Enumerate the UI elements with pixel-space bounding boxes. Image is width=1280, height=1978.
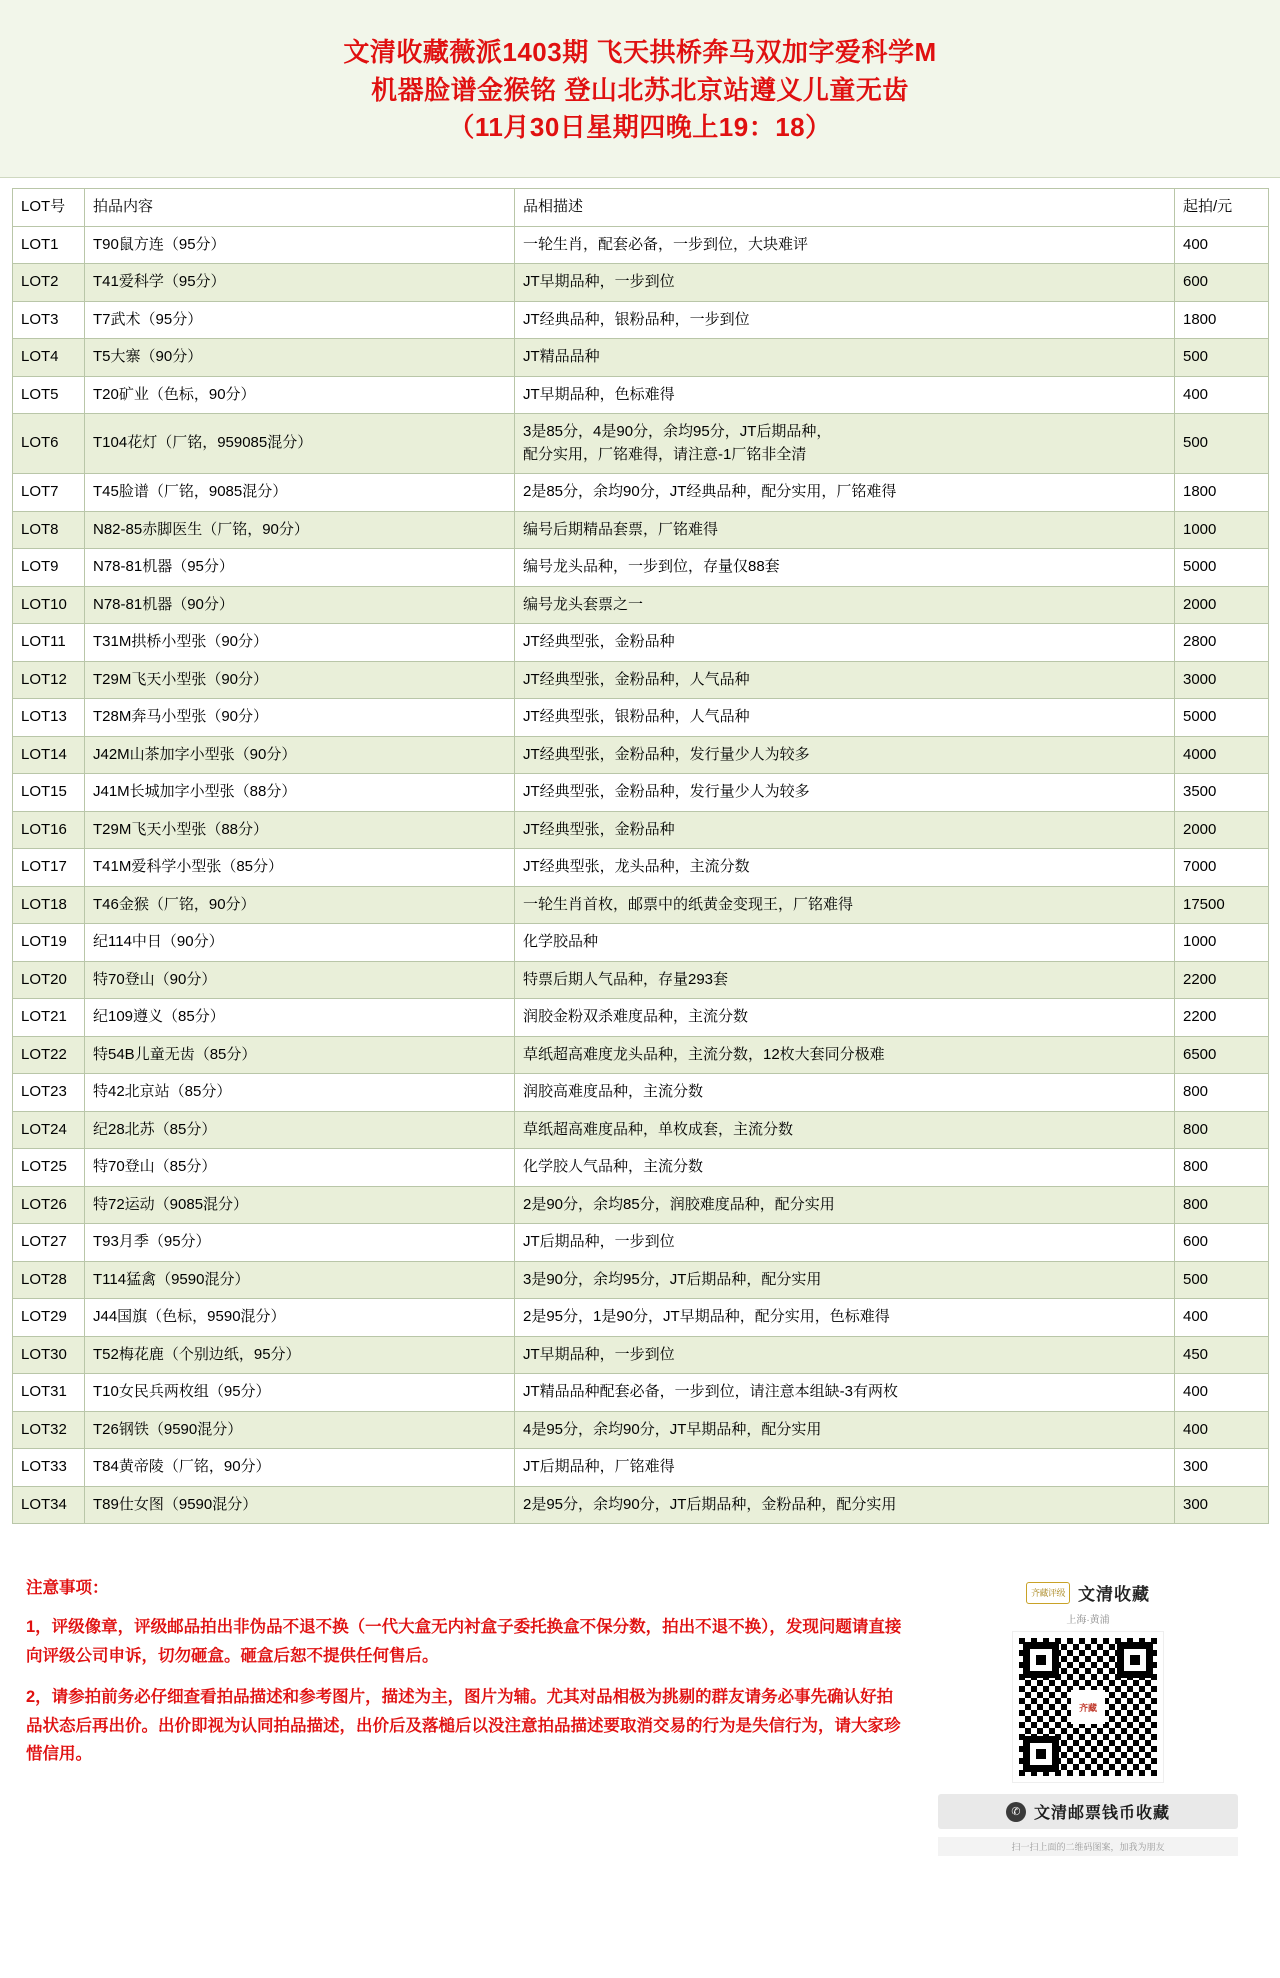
table-row bbox=[13, 1486, 1269, 1524]
cell-item-content: T10女民兵两枚组（95分） bbox=[85, 1374, 515, 1412]
cell-starting-price: 800 bbox=[1175, 1111, 1269, 1149]
lots-table-body bbox=[13, 226, 1269, 1524]
cell-starting-price: 1000 bbox=[1175, 511, 1269, 549]
qr-center-logo: 齐藏 bbox=[1071, 1690, 1105, 1724]
cell-starting-price: 400 bbox=[1175, 1299, 1269, 1337]
cell-starting-price: 1800 bbox=[1175, 301, 1269, 339]
description-line: JT精品品种 bbox=[523, 348, 600, 366]
cell-starting-price: 400 bbox=[1175, 1411, 1269, 1449]
cell-item-content: T41M爱科学小型张（85分） bbox=[85, 849, 515, 887]
table-row bbox=[13, 474, 1269, 512]
cell-lot-number: LOT31 bbox=[13, 1374, 85, 1412]
description-line: JT经典型张，银粉品种，人气品种 bbox=[523, 708, 750, 726]
cell-item-content: 特42北京站（85分） bbox=[85, 1074, 515, 1112]
description-line: 润胶金粉双杀难度品种，主流分数 bbox=[523, 1008, 749, 1026]
table-header-row bbox=[13, 189, 1269, 227]
cell-lot-number: LOT27 bbox=[13, 1224, 85, 1262]
cell-condition-description bbox=[515, 1036, 1175, 1074]
description-line: JT后期品种，厂铭难得 bbox=[523, 1458, 675, 1476]
description-line: 编号后期精品套票，厂铭难得 bbox=[523, 520, 719, 538]
wechat-account-bar[interactable] bbox=[938, 1794, 1238, 1829]
cell-starting-price: 400 bbox=[1175, 1374, 1269, 1412]
cell-condition-description bbox=[515, 264, 1175, 302]
cell-condition-description bbox=[515, 339, 1175, 377]
cell-condition-description bbox=[515, 1411, 1175, 1449]
cell-lot-number: LOT16 bbox=[13, 811, 85, 849]
cell-condition-description bbox=[515, 1336, 1175, 1374]
cell-starting-price: 2000 bbox=[1175, 586, 1269, 624]
description-line: 草纸超高难度品种，单枚成套，主流分数 bbox=[523, 1120, 794, 1138]
table-row bbox=[13, 736, 1269, 774]
cell-lot-number: LOT34 bbox=[13, 1486, 85, 1524]
brand-header bbox=[918, 1580, 1258, 1605]
description-line: 3是90分，余均95分，JT后期品种，配分实用 bbox=[523, 1270, 822, 1288]
cell-condition-description bbox=[515, 1186, 1175, 1224]
cell-starting-price: 400 bbox=[1175, 376, 1269, 414]
brand-location: 上海·黄浦 bbox=[1066, 1615, 1110, 1627]
table-row bbox=[13, 961, 1269, 999]
cell-item-content: T29M飞天小型张（90分） bbox=[85, 661, 515, 699]
description-line: 4是95分，余均90分，JT早期品种，配分实用 bbox=[523, 1420, 822, 1438]
description-line: 一轮生肖首枚，邮票中的纸黄金变现王，厂铭难得 bbox=[523, 895, 854, 913]
cell-starting-price: 600 bbox=[1175, 1224, 1269, 1262]
cell-starting-price: 1800 bbox=[1175, 474, 1269, 512]
cell-starting-price: 2200 bbox=[1175, 999, 1269, 1037]
lots-table-wrapper bbox=[0, 188, 1280, 1524]
qr-eye-top-left-icon bbox=[1023, 1642, 1059, 1678]
cell-lot-number: LOT21 bbox=[13, 999, 85, 1037]
cell-lot-number: LOT8 bbox=[13, 511, 85, 549]
cell-item-content: T26钢铁（9590混分） bbox=[85, 1411, 515, 1449]
cell-item-content: 纪28北苏（85分） bbox=[85, 1111, 515, 1149]
description-line: JT经典型张，龙头品种，主流分数 bbox=[523, 858, 750, 876]
description-line: 润胶高难度品种，主流分数 bbox=[523, 1083, 704, 1101]
cell-lot-number: LOT25 bbox=[13, 1149, 85, 1187]
table-row bbox=[13, 226, 1269, 264]
table-row bbox=[13, 886, 1269, 924]
cell-lot-number: LOT11 bbox=[13, 624, 85, 662]
cell-item-content: T45脸谱（厂铭，9085混分） bbox=[85, 474, 515, 512]
description-line: 2是90分，余均85分，润胶难度品种，配分实用 bbox=[523, 1195, 835, 1213]
cell-condition-description bbox=[515, 999, 1175, 1037]
cell-item-content: N82-85赤脚医生（厂铭，90分） bbox=[85, 511, 515, 549]
cell-item-content: 特54B儿童无齿（85分） bbox=[85, 1036, 515, 1074]
lots-table bbox=[12, 188, 1269, 1524]
description-line: 2是85分，余均90分，JT经典品种，配分实用，厂铭难得 bbox=[523, 483, 897, 501]
cell-item-content: T46金猴（厂铭，90分） bbox=[85, 886, 515, 924]
cell-lot-number: LOT4 bbox=[13, 339, 85, 377]
table-row bbox=[13, 1036, 1269, 1074]
cell-item-content: J41M长城加字小型张（88分） bbox=[85, 774, 515, 812]
table-row bbox=[13, 414, 1269, 474]
cell-lot-number: LOT30 bbox=[13, 1336, 85, 1374]
description-line: 化学胶人气品种，主流分数 bbox=[523, 1158, 704, 1176]
cell-lot-number: LOT23 bbox=[13, 1074, 85, 1112]
table-row bbox=[13, 1224, 1269, 1262]
column-header-lot: LOT号 bbox=[13, 189, 85, 227]
cell-lot-number: LOT12 bbox=[13, 661, 85, 699]
cell-starting-price: 4000 bbox=[1175, 736, 1269, 774]
cell-item-content: T31M拱桥小型张（90分） bbox=[85, 624, 515, 662]
cell-starting-price: 300 bbox=[1175, 1486, 1269, 1524]
description-line: JT早期品种，一步到位 bbox=[523, 1345, 675, 1363]
cell-item-content: T104花灯（厂铭，959085混分） bbox=[85, 414, 515, 474]
description-line: 草纸超高难度龙头品种，主流分数，12枚大套同分极难 bbox=[523, 1045, 885, 1063]
cell-lot-number: LOT7 bbox=[13, 474, 85, 512]
qr-eye-top-right-icon bbox=[1117, 1642, 1153, 1678]
cell-starting-price: 17500 bbox=[1175, 886, 1269, 924]
column-header-description: 品相描述 bbox=[515, 189, 1175, 227]
lots-table-head bbox=[13, 189, 1269, 227]
cell-condition-description bbox=[515, 1299, 1175, 1337]
cell-starting-price: 2200 bbox=[1175, 961, 1269, 999]
cell-starting-price: 5000 bbox=[1175, 549, 1269, 587]
cell-starting-price: 3000 bbox=[1175, 661, 1269, 699]
cell-starting-price: 3500 bbox=[1175, 774, 1269, 812]
description-line: 2是95分，1是90分，JT早期品种，配分实用，色标难得 bbox=[523, 1308, 890, 1326]
cell-lot-number: LOT15 bbox=[13, 774, 85, 812]
table-row bbox=[13, 264, 1269, 302]
cell-item-content: T93月季（95分） bbox=[85, 1224, 515, 1262]
brand-block bbox=[918, 1574, 1258, 1856]
cell-condition-description bbox=[515, 301, 1175, 339]
cell-condition-description bbox=[515, 1224, 1175, 1262]
cell-condition-description bbox=[515, 414, 1175, 474]
cell-item-content: T7武术（95分） bbox=[85, 301, 515, 339]
cell-starting-price: 500 bbox=[1175, 1261, 1269, 1299]
cell-starting-price: 600 bbox=[1175, 264, 1269, 302]
cell-lot-number: LOT10 bbox=[13, 586, 85, 624]
description-line: JT早期品种，色标难得 bbox=[523, 385, 675, 403]
table-row bbox=[13, 1261, 1269, 1299]
table-row bbox=[13, 1411, 1269, 1449]
cell-item-content: 纪114中日（90分） bbox=[85, 924, 515, 962]
cell-lot-number: LOT13 bbox=[13, 699, 85, 737]
table-row bbox=[13, 376, 1269, 414]
cell-item-content: 特70登山（85分） bbox=[85, 1149, 515, 1187]
description-line: JT经典型张，金粉品种 bbox=[523, 633, 675, 651]
cell-condition-description bbox=[515, 226, 1175, 264]
table-row bbox=[13, 624, 1269, 662]
cell-condition-description bbox=[515, 376, 1175, 414]
notes-title: 注意事项： bbox=[26, 1579, 109, 1598]
note-paragraph-1: 1，评级像章，评级邮品拍出非伪品不退不换（一代大盒无内衬盒子委托换盒不保分数，拍出不退不换），发现问题请直接向评级公司申诉，切勿砸盒。砸盒后恕不提供任何售后。 bbox=[26, 1617, 902, 1665]
cell-starting-price: 6500 bbox=[1175, 1036, 1269, 1074]
description-line: JT经典型张，金粉品种 bbox=[523, 820, 675, 838]
description-line: JT经典型张，金粉品种，发行量少人为较多 bbox=[523, 745, 810, 763]
cell-item-content: N78-81机器（95分） bbox=[85, 549, 515, 587]
description-line: 3是85分，4是90分，余均95分，JT后期品种， bbox=[523, 423, 832, 441]
table-row bbox=[13, 586, 1269, 624]
cell-lot-number: LOT5 bbox=[13, 376, 85, 414]
description-line: JT精品品种配套必备，一步到位，请注意本组缺-3有两枚 bbox=[523, 1383, 899, 1401]
column-header-item: 拍品内容 bbox=[85, 189, 515, 227]
table-row bbox=[13, 924, 1269, 962]
page-header bbox=[0, 0, 1280, 178]
table-row bbox=[13, 339, 1269, 377]
cell-item-content: T28M奔马小型张（90分） bbox=[85, 699, 515, 737]
notes-section bbox=[0, 1574, 1280, 1856]
column-header-price: 起拍/元 bbox=[1175, 189, 1269, 227]
description-line: 编号龙头套票之一 bbox=[523, 595, 644, 613]
description-line: 特票后期人气品种，存量293套 bbox=[523, 970, 729, 988]
cell-starting-price: 300 bbox=[1175, 1449, 1269, 1487]
brand-name: 文清收藏 bbox=[1078, 1585, 1150, 1605]
cell-item-content: N78-81机器（90分） bbox=[85, 586, 515, 624]
cell-lot-number: LOT3 bbox=[13, 301, 85, 339]
cell-lot-number: LOT32 bbox=[13, 1411, 85, 1449]
wechat-account-name: 文清邮票钱币收藏 bbox=[1033, 1805, 1170, 1823]
cell-item-content: 特72运动（9085混分） bbox=[85, 1186, 515, 1224]
table-row bbox=[13, 1149, 1269, 1187]
cell-condition-description bbox=[515, 1261, 1175, 1299]
cell-item-content: T84黄帝陵（厂铭，90分） bbox=[85, 1449, 515, 1487]
page-title-line-2: 机器脸谱金猴铭 登山北苏北京站遵义儿童无齿 bbox=[371, 74, 909, 105]
table-row bbox=[13, 661, 1269, 699]
cell-condition-description bbox=[515, 511, 1175, 549]
cell-starting-price: 1000 bbox=[1175, 924, 1269, 962]
cell-item-content: 纪109遵义（85分） bbox=[85, 999, 515, 1037]
table-row bbox=[13, 511, 1269, 549]
cell-lot-number: LOT9 bbox=[13, 549, 85, 587]
cell-item-content: T5大寨（90分） bbox=[85, 339, 515, 377]
cell-condition-description bbox=[515, 1074, 1175, 1112]
table-row bbox=[13, 1074, 1269, 1112]
cell-item-content: T89仕女图（9590混分） bbox=[85, 1486, 515, 1524]
page-title-line-3: （11月30日星期四晚上19：18） bbox=[448, 112, 832, 143]
cell-condition-description bbox=[515, 661, 1175, 699]
table-row bbox=[13, 811, 1269, 849]
table-row bbox=[13, 549, 1269, 587]
cell-item-content: T52梅花鹿（个别边纸，95分） bbox=[85, 1336, 515, 1374]
cell-item-content: T20矿业（色标，90分） bbox=[85, 376, 515, 414]
qr-code-icon[interactable] bbox=[1013, 1632, 1163, 1782]
cell-condition-description bbox=[515, 886, 1175, 924]
table-row bbox=[13, 1186, 1269, 1224]
notes-text bbox=[26, 1574, 908, 1781]
cell-lot-number: LOT20 bbox=[13, 961, 85, 999]
page-title-line-1: 文清收藏薇派1403期 飞天拱桥奔马双加字爱科学M bbox=[343, 37, 937, 67]
cell-starting-price: 800 bbox=[1175, 1186, 1269, 1224]
wechat-icon: ✆ bbox=[1006, 1802, 1026, 1822]
cell-condition-description bbox=[515, 1449, 1175, 1487]
cell-lot-number: LOT14 bbox=[13, 736, 85, 774]
cell-condition-description bbox=[515, 1149, 1175, 1187]
description-line: 2是95分，余均90分，JT后期品种，金粉品种，配分实用 bbox=[523, 1495, 897, 1513]
cell-lot-number: LOT29 bbox=[13, 1299, 85, 1337]
cell-lot-number: LOT26 bbox=[13, 1186, 85, 1224]
cell-lot-number: LOT24 bbox=[13, 1111, 85, 1149]
grading-badge-icon: 齐藏评级 bbox=[1026, 1582, 1070, 1604]
cell-lot-number: LOT22 bbox=[13, 1036, 85, 1074]
description-line: 化学胶品种 bbox=[523, 933, 599, 951]
cell-condition-description bbox=[515, 849, 1175, 887]
cell-condition-description bbox=[515, 699, 1175, 737]
cell-starting-price: 800 bbox=[1175, 1149, 1269, 1187]
table-row bbox=[13, 1111, 1269, 1149]
table-row bbox=[13, 1374, 1269, 1412]
cell-lot-number: LOT1 bbox=[13, 226, 85, 264]
qr-eye-bottom-left-icon bbox=[1023, 1736, 1059, 1772]
cell-condition-description bbox=[515, 961, 1175, 999]
cell-condition-description bbox=[515, 811, 1175, 849]
description-line: JT经典型张，金粉品种，人气品种 bbox=[523, 670, 750, 688]
table-row bbox=[13, 1336, 1269, 1374]
qr-hint-text: 扫一扫上面的二维码图案，加我为朋友 bbox=[938, 1837, 1238, 1856]
cell-condition-description bbox=[515, 774, 1175, 812]
cell-starting-price: 500 bbox=[1175, 339, 1269, 377]
cell-starting-price: 2800 bbox=[1175, 624, 1269, 662]
cell-condition-description bbox=[515, 586, 1175, 624]
cell-item-content: T90鼠方连（95分） bbox=[85, 226, 515, 264]
cell-condition-description bbox=[515, 624, 1175, 662]
cell-lot-number: LOT6 bbox=[13, 414, 85, 474]
cell-item-content: T41爱科学（95分） bbox=[85, 264, 515, 302]
description-line: 编号龙头品种，一步到位，存量仅88套 bbox=[523, 558, 780, 576]
cell-lot-number: LOT18 bbox=[13, 886, 85, 924]
description-line: JT后期品种，一步到位 bbox=[523, 1233, 675, 1251]
note-paragraph-2: 2，请参拍前务必仔细查看拍品描述和参考图片，描述为主，图片为辅。尤其对品相极为挑剔的群友请务必事先确认好拍品状态后再出价。出价即视为认同拍品描述，出价后及落槌后以没注意拍品描述要取消交易的行为是失信行为，请大家珍惜信用。 bbox=[26, 1687, 901, 1764]
cell-item-content: T29M飞天小型张（88分） bbox=[85, 811, 515, 849]
cell-starting-price: 400 bbox=[1175, 226, 1269, 264]
cell-starting-price: 800 bbox=[1175, 1074, 1269, 1112]
description-line: JT早期品种，一步到位 bbox=[523, 273, 675, 291]
cell-lot-number: LOT2 bbox=[13, 264, 85, 302]
cell-lot-number: LOT19 bbox=[13, 924, 85, 962]
cell-starting-price: 500 bbox=[1175, 414, 1269, 474]
cell-condition-description bbox=[515, 924, 1175, 962]
table-row bbox=[13, 999, 1269, 1037]
table-row bbox=[13, 1299, 1269, 1337]
cell-item-content: 特70登山（90分） bbox=[85, 961, 515, 999]
description-line: JT经典型张，金粉品种，发行量少人为较多 bbox=[523, 783, 810, 801]
description-line: JT经典品种，银粉品种，一步到位 bbox=[523, 310, 750, 328]
cell-condition-description bbox=[515, 549, 1175, 587]
description-line: 配分实用，厂铭难得，请注意-1厂铭非全清 bbox=[523, 445, 807, 463]
cell-starting-price: 2000 bbox=[1175, 811, 1269, 849]
cell-condition-description bbox=[515, 736, 1175, 774]
description-line: 一轮生肖，配套必备，一步到位，大块难评 bbox=[523, 235, 809, 253]
cell-item-content: J44国旗（色标，9590混分） bbox=[85, 1299, 515, 1337]
table-row bbox=[13, 699, 1269, 737]
cell-starting-price: 7000 bbox=[1175, 849, 1269, 887]
cell-lot-number: LOT33 bbox=[13, 1449, 85, 1487]
cell-lot-number: LOT17 bbox=[13, 849, 85, 887]
table-row bbox=[13, 1449, 1269, 1487]
table-row bbox=[13, 301, 1269, 339]
cell-starting-price: 450 bbox=[1175, 1336, 1269, 1374]
cell-condition-description bbox=[515, 1486, 1175, 1524]
cell-condition-description bbox=[515, 1111, 1175, 1149]
cell-item-content: J42M山茶加字小型张（90分） bbox=[85, 736, 515, 774]
cell-lot-number: LOT28 bbox=[13, 1261, 85, 1299]
table-row bbox=[13, 774, 1269, 812]
cell-condition-description bbox=[515, 474, 1175, 512]
cell-starting-price: 5000 bbox=[1175, 699, 1269, 737]
cell-item-content: T114猛禽（9590混分） bbox=[85, 1261, 515, 1299]
cell-condition-description bbox=[515, 1374, 1175, 1412]
table-row bbox=[13, 849, 1269, 887]
